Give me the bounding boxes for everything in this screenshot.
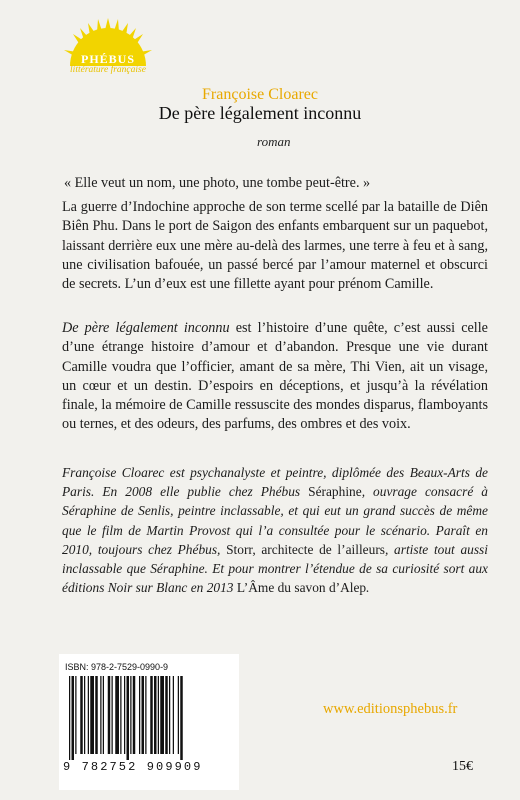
barcode-bar (90, 676, 94, 754)
barcode-bar (158, 676, 159, 754)
barcode-bar (130, 676, 131, 754)
barcode-bar (160, 676, 164, 754)
publisher-logo (58, 14, 158, 74)
synopsis-paragraph: La guerre d’Indochine approche de son terme scellé par la bataille de Diên Biên Phu. Dans le port de Saigon des enfants embarquent sur un paquebot, laissant derrière eux une mère au-delà des larmes, une terre à feu et à sang, une civilisation bafouée, un passé bercé par l’amour maternel et obscurci de secrets. L’un d’eux est une fillette ayant pour prénom Camille. (62, 199, 488, 293)
barcode-bar (103, 676, 104, 754)
barcode-bar (178, 676, 179, 754)
bio-text-1: Françoise Cloarec est psychanalyste et peintre, diplômée des Beaux-Arts de Paris. En 2008 elle publie chez Phébus (62, 465, 488, 500)
barcode-bar (127, 676, 130, 760)
barcode-bar (100, 676, 101, 754)
publisher-name: PHÉBUS (80, 52, 135, 66)
book-genre: roman (257, 134, 291, 149)
barcode-bar (169, 676, 170, 754)
barcode-bar (72, 676, 75, 760)
barcode-bar (88, 676, 89, 754)
bio-work-storr-subtitle: , architecte de l’ailleurs (252, 541, 385, 557)
author-bio-paragraph (62, 463, 488, 597)
price-label: 15€ (452, 759, 473, 774)
barcode-bar (154, 676, 157, 754)
barcode-bar (180, 676, 183, 760)
barcode-bar (120, 676, 121, 754)
bio-text-4: , artiste tout aussi inclassable que Séraphine. Et pour montrer l’étendue de sa curiosité sort aux éditions Noir sur Blanc en 2013 (62, 541, 488, 596)
barcode-bar (145, 676, 146, 754)
barcode-bar (108, 676, 111, 754)
publisher-website: www.editionsphebus.fr (323, 701, 458, 717)
barcode-bar (84, 676, 85, 754)
barcode-bar (112, 676, 113, 754)
title-reference: De père légalement inconnu (62, 320, 230, 336)
barcode-bar (69, 676, 70, 760)
barcode-bar (150, 676, 153, 754)
publisher-collection: littérature française (70, 65, 146, 75)
barcode-bar (173, 676, 174, 754)
isbn-label: ISBN: 978-2-7529-0990-9 (65, 662, 169, 672)
bio-work-storr: Storr (226, 541, 253, 557)
barcode-bar (95, 676, 98, 754)
bio-text-2: , ouvrage consacré à Séraphine de Senlis, peintre inclassable, et qui eut un grand succès de même que le film de Martin Provost qui l’a consultée pour le scénario. Paraît en 2010, toujours chez Phébus, (62, 484, 488, 557)
barcode-bar (75, 676, 76, 754)
barcode-bar (133, 676, 136, 754)
barcode-bar (115, 676, 119, 754)
bio-work-seraphine: Séraphine (308, 484, 362, 500)
barcode-bar (124, 676, 125, 754)
book-title: De père légalement inconnu (158, 103, 362, 123)
barcode-bar (139, 676, 140, 754)
summary-paragraph (62, 319, 488, 435)
summary-text: est l’histoire d’une quête, c’est aussi celle d’une étrange histoire d’amour et d’abandon. Presque une vie durant Camille voudra que l’officier, amant de sa mère, Thi Vien, ait un visage, un cœur et un destin. D’espoirs en déceptions, et jusqu’à la révélation finale, la mémoire de Camille ressuscite des mondes disparus, flamboyants ou ternes, et des odeurs, des parfums, des ombres et des voix. (62, 320, 488, 433)
bio-work-alep: L’Âme du savon d’Alep (236, 580, 367, 596)
barcode-bar (142, 676, 145, 754)
barcode-bar (80, 676, 83, 754)
bio-text-5: . (366, 580, 370, 596)
barcode-digits: 9 782752 909909 (63, 760, 203, 774)
barcode-panel (59, 654, 239, 790)
author-name: Françoise Cloarec (202, 86, 318, 103)
barcode-bar (165, 676, 168, 754)
epigraph-quote: « Elle veut un nom, une photo, une tombe peut-être. » (64, 175, 371, 191)
barcode-image (69, 676, 229, 760)
